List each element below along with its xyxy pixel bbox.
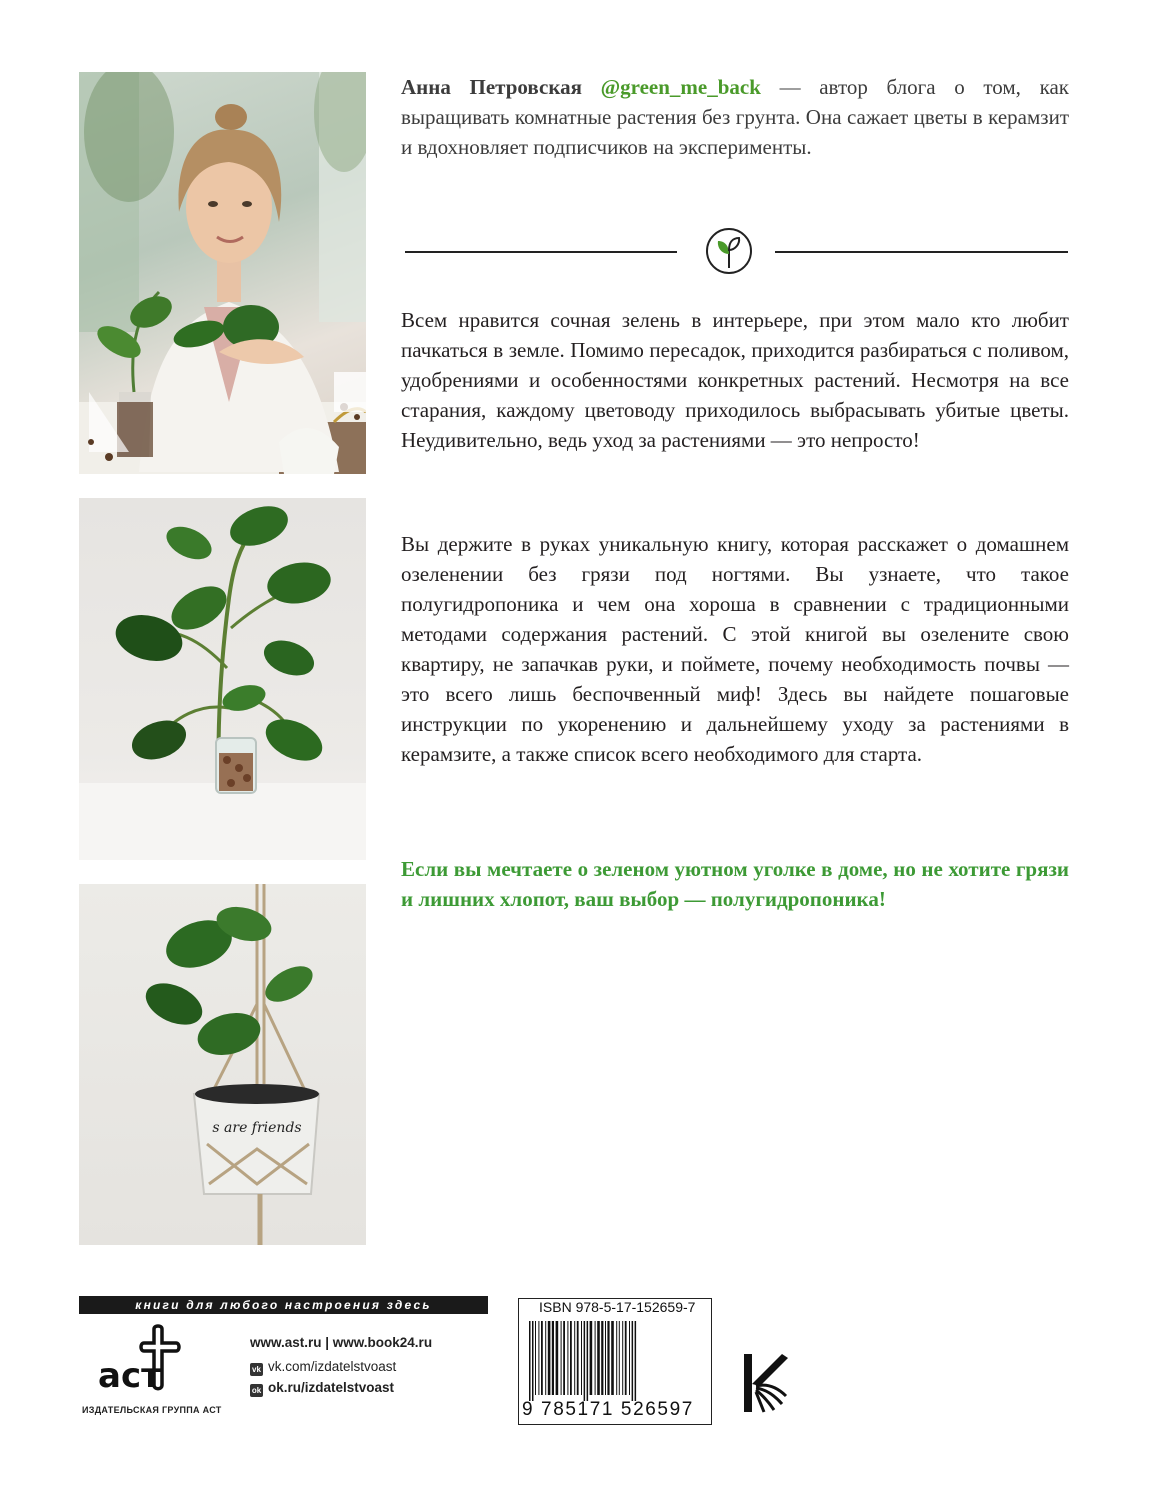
barcode-bar [545,1321,546,1395]
author-photo [79,72,366,474]
ok-link-text: ok.ru/izdatelstvoast [268,1380,395,1395]
barcode-bar [548,1321,551,1395]
vk-link[interactable] [250,1359,396,1376]
monstera-in-jar-photo [79,498,366,860]
barcode-bar [632,1321,634,1401]
barcode-bar [535,1321,536,1395]
barcode-digits: 9 785171 526597 [522,1399,694,1420]
hanging-planter-photo [79,884,366,1245]
barcode-bar [590,1321,593,1395]
barcode-bar [584,1321,586,1401]
divider-line-left [405,251,677,253]
barcode-bar [567,1321,568,1395]
description-paragraph-2: Вы держите в руках уникальную книгу, которая расскажет о домашнем озеленении без грязи под ногтями. Вы узнаете, что такое полугидропоника и чем она хороша в сравнении с традиционными методами содержания растений. С этой книгой вы озелените свою квартиру, не запачкав руки, и поймете, почему необходимость почвы — это всего лишь беспочвенный миф! Здесь вы найдете пошаговые инструкции по укоренению и дальнейшему уходу за растениями в керамзите, а также список всего необходимого для старта. [401,532,1069,766]
publisher-websites[interactable]: www.ast.ru | www.book24.ru [250,1335,433,1350]
barcode-bar [581,1321,582,1395]
barcode-bars [525,1321,705,1401]
barcode-bar [552,1321,554,1395]
barcode-bar [616,1321,617,1395]
author-handle[interactable]: @green_me_back [600,75,761,99]
barcode-bar [629,1321,630,1395]
barcode-bar [556,1321,559,1395]
barcode-bar [601,1321,603,1395]
barcode-bar [538,1321,539,1395]
vk-link-text: vk.com/izdatelstvoast [268,1359,397,1374]
planter-text: s are friends [212,1120,302,1136]
barcode-bar [529,1321,531,1401]
barcode-bar [595,1321,596,1395]
barcode-bar [622,1321,623,1395]
callout-text: Если вы мечтаете о зеленом уютном уголке в доме, но не хотите грязи и лишних хлопот, ваш выбор — полугидропоника! [401,857,1069,911]
author-name: Анна Петровская [401,75,582,99]
barcode-bar [561,1321,562,1395]
barcode-bar [570,1321,572,1395]
divider-line-right [775,251,1068,253]
author-bio-text: — автор блога о том, как выращивать комнатные растения без грунта. Она сажает цветы в керамзит и вдохновляет подписчиков на эксперименты. [401,75,1069,159]
ast-logo [96,1323,196,1393]
barcode-bar [635,1321,637,1401]
barcode-bar [607,1321,609,1395]
ok-icon: ok [251,1386,262,1395]
barcode-bar [541,1321,543,1395]
barcode-bar [611,1321,614,1395]
ast-logo-text: аст [98,1356,161,1393]
barcode-bar [619,1321,620,1395]
barcode [518,1298,712,1425]
imprint-k-logo [742,1352,790,1414]
publisher-slogan: книги для любого настроения здесь [79,1296,488,1314]
vk-icon: vk [250,1363,263,1376]
barcode-bar [574,1321,575,1395]
barcode-bar [577,1321,579,1395]
ok-link[interactable] [250,1380,394,1397]
barcode-bar [587,1321,589,1401]
barcode-bar [605,1321,606,1395]
barcode-bar [597,1321,600,1395]
barcode-bar [532,1321,534,1401]
barcode-bar [563,1321,565,1395]
author-bio [401,72,1069,162]
isbn-label: ISBN 978-5-17-152659-7 [539,1299,696,1315]
publisher-caption: ИЗДАТЕЛЬСКАЯ ГРУППА АСТ [82,1405,222,1415]
description-paragraph-1: Всем нравится сочная зелень в интерьере, при этом мало кто любит пачкаться в земле. Помимо пересадок, приходится разбираться с поливом, удобрениями и особенностями конкретных растений. Несмотря на все старания, каждому цветоводу приходилось выбрасывать убитые цветы. Неудивительно, ведь уход за растениями — это непросто! [401,308,1069,452]
barcode-bar [625,1321,627,1395]
sprout-icon [704,226,754,276]
